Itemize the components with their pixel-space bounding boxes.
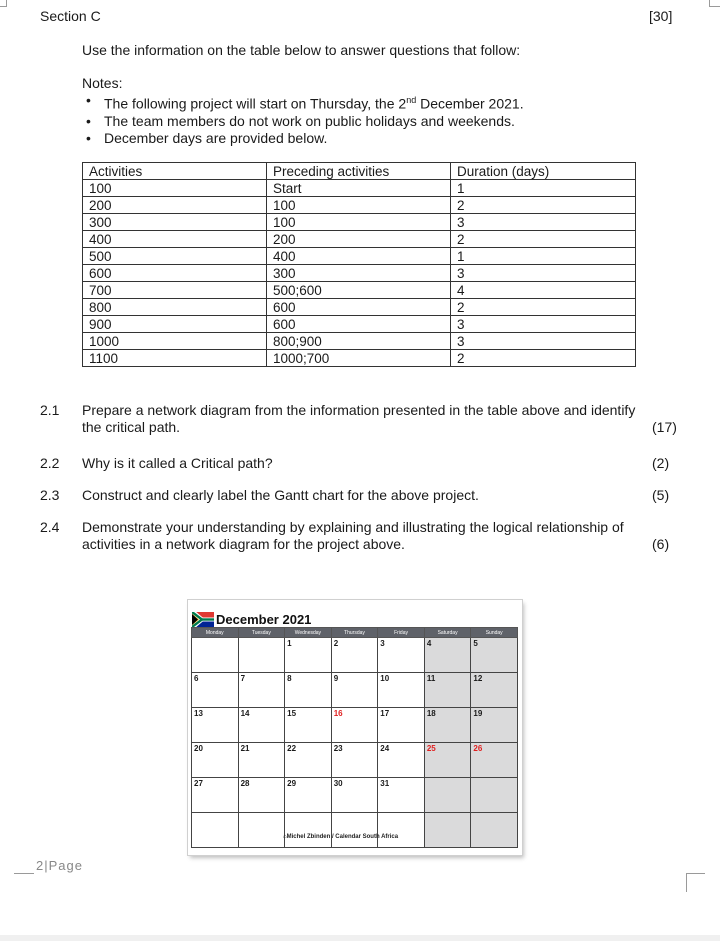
calendar-day: 8 — [285, 673, 332, 708]
table-row — [83, 316, 636, 333]
notes-title: Notes: — [82, 75, 123, 91]
question-text: Why is it called a Critical path? — [82, 455, 273, 471]
question-text: Demonstrate your understanding by explaining and illustrating the logical relationship of activities in a network diagram for the project above. — [82, 519, 624, 552]
calendar-day: 28 — [238, 778, 285, 813]
table-cell: 100 — [267, 197, 451, 214]
table-row — [83, 333, 636, 350]
calendar-day: 5 — [471, 638, 518, 673]
table-cell: 2 — [451, 299, 636, 316]
december-calendar — [188, 600, 522, 855]
table-cell: 300 — [267, 265, 451, 282]
question-marks: (5) — [652, 487, 670, 503]
table-row — [83, 248, 636, 265]
column-header: Preceding activities — [267, 163, 451, 180]
weekday-header: Thursday — [331, 628, 378, 638]
section-title: Section C — [40, 8, 101, 24]
section-marks: [30] — [649, 8, 673, 24]
calendar-day — [192, 813, 239, 848]
calendar-day: 12 — [471, 673, 518, 708]
table-cell: 200 — [83, 197, 267, 214]
question-number: 2.3 — [40, 487, 60, 503]
table-cell: 600 — [83, 265, 267, 282]
question-number: 2.2 — [40, 455, 60, 471]
calendar-day: 2 — [331, 638, 378, 673]
corner-mark — [0, 0, 7, 7]
weekday-header: Saturday — [424, 628, 471, 638]
table-cell: Start — [267, 180, 451, 197]
table-row — [83, 197, 636, 214]
intro-text: Use the information on the table below to answer questions that follow: — [82, 42, 521, 58]
calendar-day — [378, 813, 425, 848]
calendar-day: 19 — [471, 708, 518, 743]
calendar-day: 13 — [192, 708, 239, 743]
calendar-day: 24 — [378, 743, 425, 778]
table-cell: 3 — [451, 214, 636, 231]
table-cell: 3 — [451, 316, 636, 333]
calendar-credit: ⌂Michel Zbinden / Calendar South Africa — [283, 834, 399, 840]
table-cell: 1 — [451, 180, 636, 197]
table-cell: 4 — [451, 282, 636, 299]
calendar-day: 1 — [285, 638, 332, 673]
calendar-day — [192, 638, 239, 673]
south-africa-flag-icon — [192, 612, 214, 627]
question-text: Construct and clearly label the Gantt chart for the above project. — [82, 487, 479, 503]
table-cell: 1 — [451, 248, 636, 265]
page-number: 2|Page — [36, 858, 83, 873]
calendar-week — [192, 673, 518, 708]
question-number: 2.4 — [40, 519, 60, 535]
table-cell: 1000 — [83, 333, 267, 350]
calendar-day: 4 — [424, 638, 471, 673]
table-cell: 200 — [267, 231, 451, 248]
calendar-day: 31 — [378, 778, 425, 813]
table-cell: 600 — [267, 299, 451, 316]
question-marks: (17) — [652, 419, 677, 435]
calendar-day: 26 — [471, 743, 518, 778]
calendar-grid — [191, 627, 518, 848]
column-header: Duration (days) — [451, 163, 636, 180]
calendar-day — [238, 813, 285, 848]
calendar-day: 6 — [192, 673, 239, 708]
table-cell: 2 — [451, 350, 636, 367]
note-item: • The following project will start on Thursday, the 2nd December 2021. — [82, 92, 524, 113]
calendar-day — [424, 778, 471, 813]
calendar-day: 18 — [424, 708, 471, 743]
table-cell: 100 — [267, 214, 451, 231]
weekday-header: Friday — [378, 628, 425, 638]
corner-mark — [709, 0, 720, 7]
table-row — [83, 282, 636, 299]
calendar-week — [192, 743, 518, 778]
weekday-header: Wednesday — [285, 628, 332, 638]
note-item: • December days are provided below. — [82, 130, 524, 147]
table-cell: 3 — [451, 265, 636, 282]
calendar-week — [192, 708, 518, 743]
calendar-day — [424, 813, 471, 848]
calendar-day: 7 — [238, 673, 285, 708]
calendar-day: 11 — [424, 673, 471, 708]
calendar-week — [192, 778, 518, 813]
calendar-week — [192, 813, 518, 848]
calendar-week — [192, 638, 518, 673]
table-cell: 1100 — [83, 350, 267, 367]
question-marks: (2) — [652, 455, 670, 471]
calendar-day: 25 — [424, 743, 471, 778]
table-cell: 400 — [83, 231, 267, 248]
table-cell: 700 — [83, 282, 267, 299]
calendar-day — [471, 778, 518, 813]
table-cell: 800 — [83, 299, 267, 316]
calendar-day: 20 — [192, 743, 239, 778]
corner-mark — [14, 873, 34, 886]
calendar-day: 17 — [378, 708, 425, 743]
table-cell: 100 — [83, 180, 267, 197]
calendar-day: 16 — [331, 708, 378, 743]
calendar-day: 15 — [285, 708, 332, 743]
table-row — [83, 299, 636, 316]
calendar-day: 29 — [285, 778, 332, 813]
calendar-day: 10 — [378, 673, 425, 708]
calendar-day: 14 — [238, 708, 285, 743]
table-header-row — [83, 163, 636, 180]
table-row — [83, 265, 636, 282]
calendar-day — [331, 813, 378, 848]
question-text: Prepare a network diagram from the information presented in the table above and identify the critical path. — [82, 402, 636, 435]
table-cell: 400 — [267, 248, 451, 265]
calendar-day — [471, 813, 518, 848]
table-cell: 900 — [83, 316, 267, 333]
table-cell: 800;900 — [267, 333, 451, 350]
note-item: • The team members do not work on public holidays and weekends. — [82, 113, 524, 130]
table-cell: 3 — [451, 333, 636, 350]
notes-list — [82, 92, 524, 147]
table-cell: 2 — [451, 197, 636, 214]
weekday-header: Tuesday — [238, 628, 285, 638]
table-row — [83, 231, 636, 248]
table-row — [83, 350, 636, 367]
corner-mark — [686, 873, 705, 892]
table-row — [83, 180, 636, 197]
table-cell: 500 — [83, 248, 267, 265]
weekday-header: Monday — [192, 628, 239, 638]
table-cell: 600 — [267, 316, 451, 333]
calendar-day: 9 — [331, 673, 378, 708]
table-cell: 1000;700 — [267, 350, 451, 367]
weekday-header: Sunday — [471, 628, 518, 638]
calendar-day: 22 — [285, 743, 332, 778]
calendar-title: December 2021 — [216, 612, 312, 627]
calendar-day: 30 — [331, 778, 378, 813]
question-marks: (6) — [652, 536, 670, 552]
table-row — [83, 214, 636, 231]
table-cell: 500;600 — [267, 282, 451, 299]
calendar-day: 3 — [378, 638, 425, 673]
question-number: 2.1 — [40, 402, 60, 418]
calendar-day: 27 — [192, 778, 239, 813]
calendar-day: 23 — [331, 743, 378, 778]
calendar-day: 21 — [238, 743, 285, 778]
calendar-day — [238, 638, 285, 673]
activity-table — [82, 162, 636, 367]
table-cell: 300 — [83, 214, 267, 231]
column-header: Activities — [83, 163, 267, 180]
calendar-day — [285, 813, 332, 848]
table-cell: 2 — [451, 231, 636, 248]
